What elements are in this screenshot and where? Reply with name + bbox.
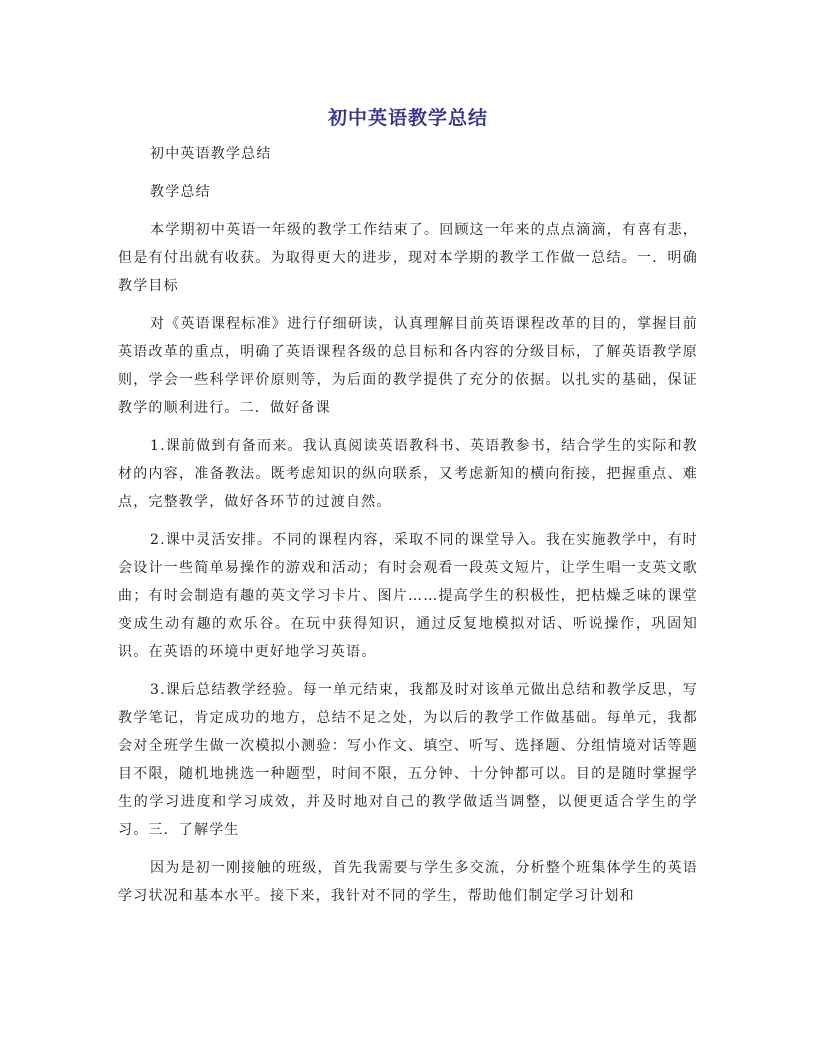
paragraph-before-class: 1.课前做到有备而来。我认真阅读英语教科书、英语教参书，结合学生的实际和教材的内容，准备教法。既考虑知识的纵向联系，又考虑新知的横向衔接，把握重点、难点，完整教学，做好各环节的过渡自然。	[118, 438, 698, 510]
paragraph-intro: 本学期初中英语一年级的教学工作结束了。回顾这一年来的点点滴滴，有喜有悲，但是有付出就有收获。为取得更大的进步，现对本学期的教学工作做一总结。一．明确教学目标	[118, 222, 698, 294]
paragraph-subheading: 教学总结	[150, 184, 211, 200]
document-title: 初中英语教学总结	[327, 107, 488, 129]
paragraph-in-class: 2.课中灵活安排。不同的课程内容，采取不同的课堂导入。我在实施教学中，有时会设计一些简单易操作的游戏和活动；有时会观看一段英文短片，让学生唱一支英文歌曲；有时会制造有趣的英文学习卡片、图片……提高学生的积极性，把枯燥乏味的课堂变成生动有趣的欢乐谷。在玩中获得知识，通过反复地模拟对话、听说操作，巩固知识。在英语的环境中更好地学习英语。	[118, 532, 698, 660]
paragraph-heading-repeat: 初中英语教学总结	[150, 146, 272, 162]
paragraph-curriculum: 对《英语课程标准》进行仔细研读，认真理解目前英语课程改革的目的，掌握目前英语改革的重点，明确了英语课程各级的总目标和各内容的分级目标，了解英语教学原则，学会一些科学评价原则等，为后面的教学提供了充分的依据。以扎实的基础，保证教学的顺利进行。二．做好备课	[118, 316, 698, 416]
document-body	[118, 140, 698, 910]
paragraph-students: 因为是初一刚接触的班级，首先我需要与学生多交流，分析整个班集体学生的英语学习状况和基本水平。接下来，我针对不同的学生，帮助他们制定学习计划和	[118, 860, 698, 904]
paragraph-after-class: 3.课后总结教学经验。每一单元结束，我都及时对该单元做出总结和教学反思，写教学笔记，肯定成功的地方，总结不足之处，为以后的教学工作做基础。每单元，我都会对全班学生做一次模拟小测验：写小作文、填空、听写、选择题、分组情境对话等题目不限，随机地挑选一种题型，时间不限，五分钟、十分钟都可以。目的是随时掌握学生的学习进度和学习成效，并及时地对自己的教学做适当调整，以便更适合学生的学习。三．了解学生	[118, 682, 698, 838]
